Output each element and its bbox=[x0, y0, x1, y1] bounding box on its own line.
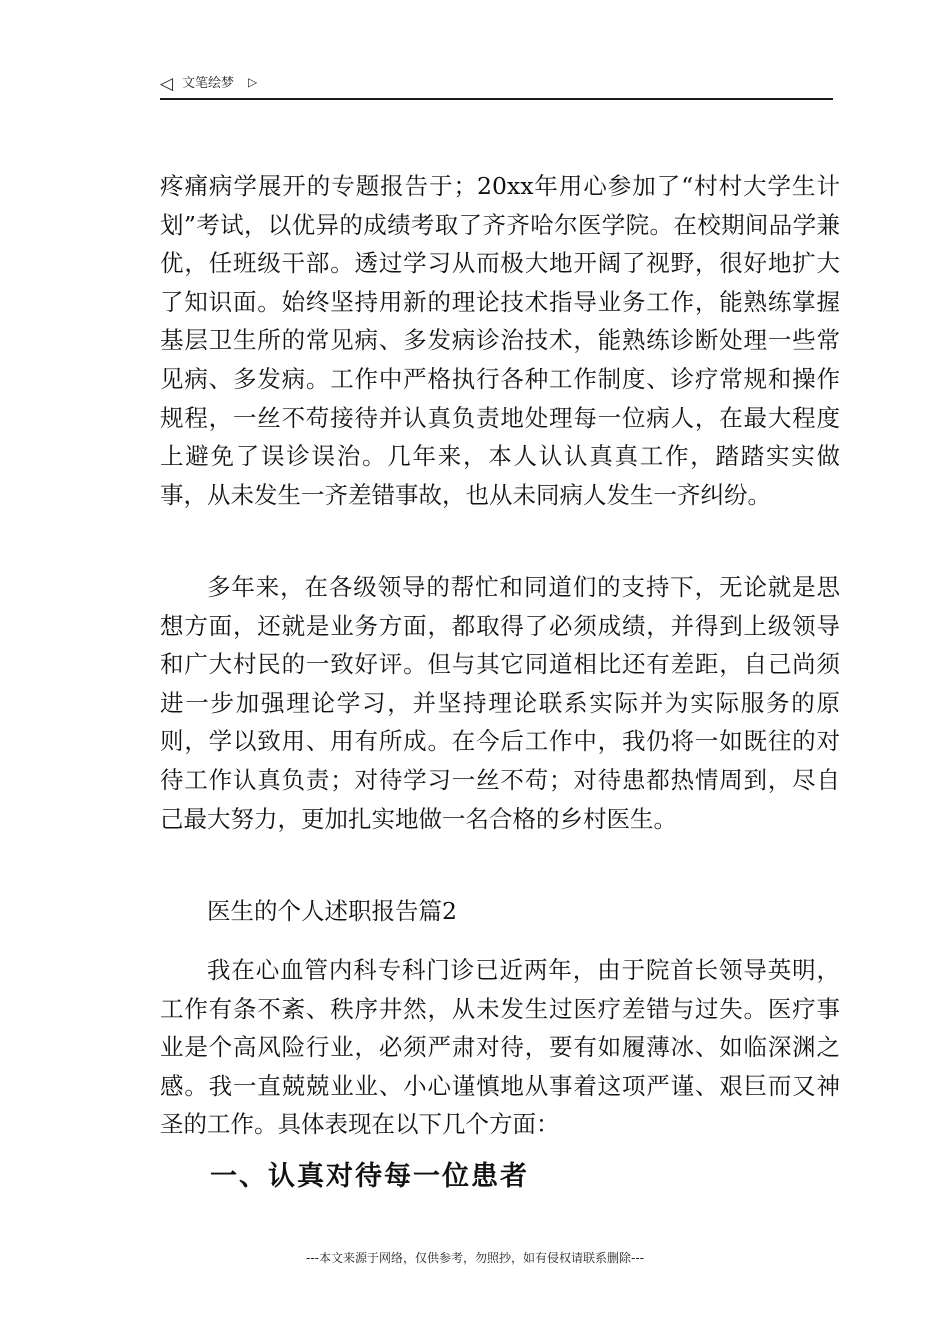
page-header bbox=[160, 72, 833, 100]
paragraph-1: 疼痛病学展开的专题报告于；20xx年用心参加了“村村大学生计划”考试，以优异的成绩考取了齐齐哈尔医学院。在校期间品学兼优，任班级干部。透过学习从而极大地开阔了视野，很好地扩大了知识面。始终坚持用新的理论技术指导业务工作，能熟练掌握基层卫生所的常见病、多发病诊治技术，能熟练诊断处理一些常见病、多发病。工作中严格执行各种工作制度、诊疗常规和操作规程，一丝不苟接待并认真负责地处理每一位病人，在最大程度上避免了误诊误治。几年来，本人认认真真工作，踏踏实实做事，从未发生一齐差错事故，也从未同病人发生一齐纠纷。 bbox=[160, 172, 840, 509]
section-heading: 一、认真对待每一位患者 bbox=[210, 1161, 529, 1192]
right-triangle-icon: ▷ bbox=[248, 75, 258, 89]
header-brand: 文笔绘梦 bbox=[182, 76, 235, 91]
left-triangle-icon: ◁ bbox=[160, 74, 174, 94]
paragraph-4: 我在心血管内科专科门诊已近两年，由于院首长领导英明，工作有条不紊、秩序井然，从未发生过医疗差错与过失。医疗事业是个高风险行业，必须严肃对待，要有如履薄冰、如临深渊之感。我一直兢兢业业、小心谨慎地从事着这项严谨、艰巨而又神圣的工作。具体表现在以下几个方面： bbox=[160, 956, 840, 1139]
section-title-report-2: 医生的个人述职报告篇2 bbox=[207, 897, 457, 925]
paragraph-2: 多年来，在各级领导的帮忙和同道们的支持下，无论就是思想方面，还就是业务方面，都取得了必须成绩，并得到上级领导和广大村民的一致好评。但与其它同道相比还有差距，自己尚须进一步加强理论学习，并坚持理论联系实际并为实际服务的原则，学以致用、用有所成。在今后工作中，我仍将一如既往的对待工作认真负责；对待学习一丝不苟；对待患都热情周到，尽自己最大努力，更加扎实地做一名合格的乡村医生。 bbox=[160, 573, 840, 833]
page-footer: ---本文来源于网络，仅供参考，勿照抄，如有侵权请联系删除--- bbox=[306, 1251, 644, 1265]
